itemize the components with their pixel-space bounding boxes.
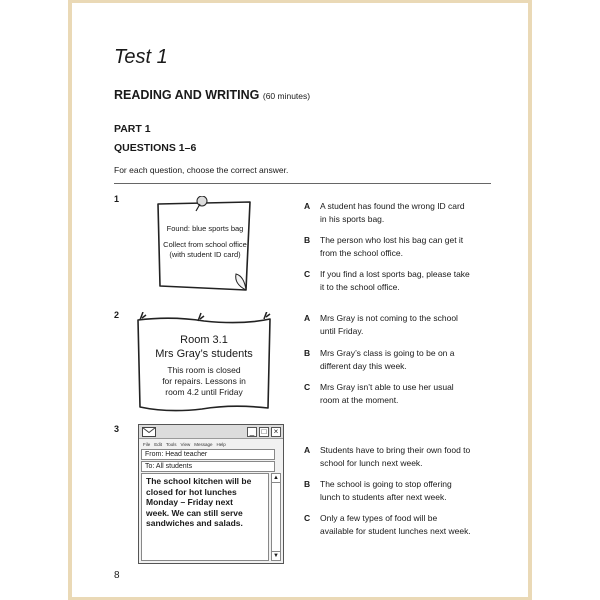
option-letter: A <box>304 445 311 455</box>
option-line: school for lunch next week. <box>320 458 423 468</box>
minimize-icon[interactable]: _ <box>247 427 257 437</box>
option-line: lunch to students after next week. <box>320 492 447 502</box>
q3-option-c[interactable] <box>304 512 494 538</box>
menu-view[interactable]: View <box>180 442 191 447</box>
section-duration: (60 minutes) <box>262 91 311 101</box>
option-line: available for student lunches next week. <box>320 526 471 536</box>
q2-option-b[interactable] <box>304 347 494 373</box>
email-scrollbar[interactable] <box>271 473 281 561</box>
option-line: If you find a lost sports bag, please take <box>320 269 470 279</box>
q3-option-a[interactable] <box>304 444 494 470</box>
email-body-line: week. We can still serve <box>146 507 243 518</box>
envelope-icon <box>142 427 156 437</box>
option-letter: B <box>304 348 311 358</box>
menu-message[interactable]: Message <box>194 442 213 447</box>
page-number: 8 <box>114 570 120 581</box>
section-title-text: READING AND WRITING <box>114 88 260 102</box>
notice-room-line: room 4.2 until Friday <box>165 387 243 397</box>
divider <box>114 183 491 184</box>
email-body <box>141 473 269 561</box>
maximize-icon[interactable]: □ <box>259 427 269 437</box>
scroll-up-icon[interactable]: ▲ <box>273 475 279 481</box>
question-number-3: 3 <box>114 424 120 434</box>
option-line: The school is going to stop offering <box>320 479 452 489</box>
option-line: The person who lost his bag can get it <box>320 235 464 245</box>
option-line: from the school office. <box>320 248 403 258</box>
email-from-field: From: Head teacher <box>141 449 275 460</box>
option-letter: C <box>304 513 311 523</box>
close-icon[interactable]: × <box>271 427 281 437</box>
email-to-field: To: All students <box>141 461 275 472</box>
option-letter: C <box>304 269 311 279</box>
scroll-down-icon[interactable]: ▼ <box>273 553 279 559</box>
question-number-2: 2 <box>114 310 120 320</box>
q2-option-c[interactable] <box>304 381 494 407</box>
email-window <box>138 424 284 564</box>
option-line: Mrs Gray is not coming to the school <box>320 313 458 323</box>
option-letter: B <box>304 479 311 489</box>
q1-option-a[interactable] <box>304 200 494 226</box>
notice-room-number: Room 3.1 <box>180 334 228 346</box>
option-line: Only a few types of food will be <box>320 513 438 523</box>
option-line: it to the school office. <box>320 282 400 292</box>
q3-option-b[interactable] <box>304 478 494 504</box>
questions-range-title: QUESTIONS 1–6 <box>114 142 197 154</box>
option-line: room at the moment. <box>320 395 399 405</box>
email-title-bar <box>139 425 283 439</box>
option-line: A student has found the wrong ID card <box>320 201 465 211</box>
option-line: Mrs Gray’s class is going to be on a <box>320 348 455 358</box>
question-number-1: 1 <box>114 194 120 204</box>
notice-closed-line: This room is closed <box>167 365 241 375</box>
q1-option-c[interactable] <box>304 268 494 294</box>
option-line: different day this week. <box>320 361 407 371</box>
notice-class-name: Mrs Gray’s students <box>155 348 253 360</box>
notice-repairs-line: for repairs. Lessons in <box>162 376 246 386</box>
option-line: Mrs Gray isn’t able to use her usual <box>320 382 454 392</box>
option-line: until Friday. <box>320 326 364 336</box>
notice-line-found: Found: blue sports bag <box>166 224 244 233</box>
email-body-line: Monday – Friday next <box>146 497 233 507</box>
option-letter: A <box>304 313 311 323</box>
email-body-line: The school kitchen will be <box>146 476 252 486</box>
option-letter: A <box>304 201 311 211</box>
notice-line-collect: Collect from school office <box>163 240 247 249</box>
option-letter: B <box>304 235 311 245</box>
menu-edit[interactable]: Edit <box>154 442 163 447</box>
instructions: For each question, choose the correct answer. <box>114 165 289 175</box>
part-title: PART 1 <box>114 123 151 135</box>
q1-option-b[interactable] <box>304 234 494 260</box>
email-body-line: sandwiches and salads. <box>146 518 243 528</box>
notice-line-id: (with student ID card) <box>169 250 241 259</box>
email-body-line: closed for hot lunches <box>146 486 237 497</box>
q2-option-a[interactable] <box>304 312 494 338</box>
option-line: Students have to bring their own food to <box>320 445 471 455</box>
menu-tools[interactable]: Tools <box>166 442 177 447</box>
test-title: Test 1 <box>114 46 168 68</box>
option-line: in his sports bag. <box>320 214 385 224</box>
menu-help[interactable]: Help <box>216 442 226 447</box>
section-title <box>114 88 310 102</box>
option-letter: C <box>304 382 311 392</box>
room-closed-notice <box>132 312 276 416</box>
menu-file[interactable]: File <box>143 442 151 447</box>
email-menu-bar <box>139 440 283 449</box>
